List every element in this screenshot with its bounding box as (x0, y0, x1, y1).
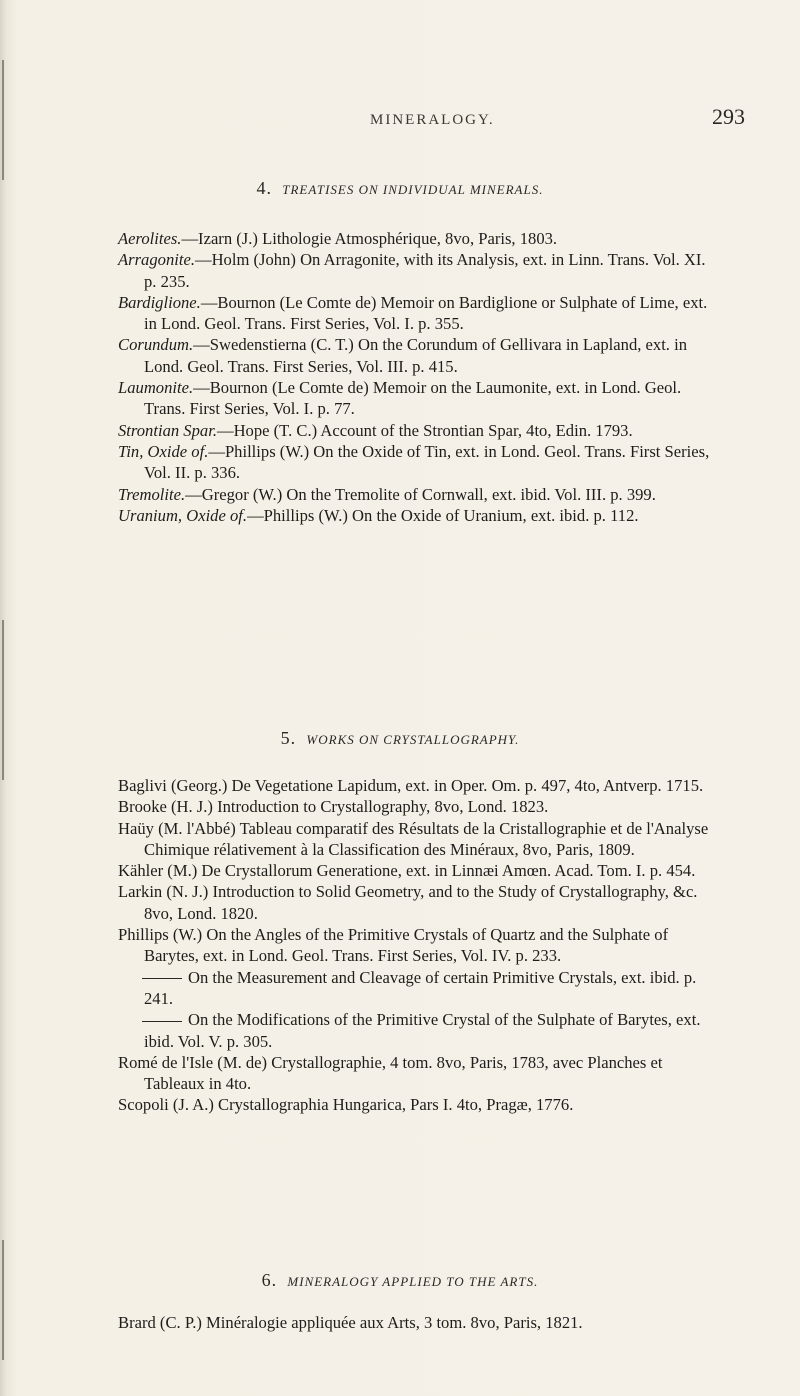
entry-text: —Holm (John) On Arragonite, with its Analysis, ext. in Linn. Trans. Vol. XI. p. 235. (144, 250, 706, 291)
section-heading (0, 178, 800, 199)
bibliography-entry (118, 860, 718, 881)
entry-text: Haüy (M. l'Abbé) Tableau comparatif des Résultats de la Cristallographie et de l'Analyse Chimique rélativement à la Classification des Minéraux, 8vo, Paris, 1809. (118, 818, 709, 859)
entry-text: Kähler (M.) De Crystallorum Generatione, ext. in Linnæi Amœn. Acad. Tom. I. p. 454. (118, 861, 696, 881)
entry-text: Scopoli (J. A.) Crystallographia Hungarica, Pars I. 4to, Pragæ, 1776. (118, 1095, 574, 1115)
entry-text: —Gregor (W.) On the Tremolite of Cornwall, ext. ibid. Vol. III. p. 399. (185, 484, 656, 504)
bibliography-entry (118, 377, 718, 420)
entry-topic: Uranium, Oxide of. (118, 505, 248, 525)
bibliography-entry (118, 249, 718, 292)
bibliography-entry (118, 420, 718, 441)
bibliography-entry (118, 505, 718, 526)
bibliography-entry (118, 228, 718, 249)
bibliography-entry (118, 796, 718, 817)
page-header (0, 100, 800, 140)
entry-text: —Phillips (W.) On the Oxide of Tin, ext. in Lond. Geol. Trans. First Series, Vol. II. p. 336. (144, 441, 710, 483)
ditto-dash (142, 1021, 182, 1022)
entry-topic: Laumonite. (118, 378, 194, 398)
entry-text: Baglivi (Georg.) De Vegetatione Lapidum, ext. in Oper. Om. p. 497, 4to, Antverp. 1715. (118, 776, 704, 795)
entry-text: —Bournon (Le Comte de) Memoir on Bardiglione or Sulphate of Lime, ext. in Lond. Geol. Trans. First Series, Vol. I. p. 355. (144, 292, 708, 334)
bibliography-entry (118, 818, 718, 861)
section-title: TREATISES ON INDIVIDUAL MINERALS. (282, 182, 544, 197)
bibliography-entry (118, 292, 718, 335)
entry-text: On the Modifications of the Primitive Crystal of the Sulphate of Barytes, ext. ibid. Vol. V. p. 305. (144, 1010, 701, 1051)
entry-text: Brooke (H. J.) Introduction to Crystallography, 8vo, Lond. 1823. (118, 797, 549, 817)
page-number: 293 (712, 104, 745, 129)
entry-topic: Tin, Oxide of. (118, 441, 209, 461)
entry-topic: Arragonite. (118, 250, 195, 270)
entry-topic: Strontian Spar. (118, 420, 217, 440)
bibliography-entry (118, 967, 718, 1010)
entry-text: Brard (C. P.) Minéralogie appliquée aux Arts, 3 tom. 8vo, Paris, 1821. (118, 1313, 583, 1332)
bibliography-entry (118, 1312, 718, 1333)
section-number: 5. (280, 728, 297, 748)
entry-text: —Swedenstierna (C. T.) On the Corundum of Gellivara in Lapland, ext. in Lond. Geol. Trans. First Series, Vol. III. p. 415. (144, 335, 688, 376)
entry-text: Romé de l'Isle (M. de) Crystallographie, 4 tom. 8vo, Paris, 1783, avec Planches et Tableaux in 4to. (118, 1052, 663, 1094)
section-number: 6. (261, 1270, 278, 1290)
bibliography-entry (118, 441, 718, 484)
entry-topic: Bardiglione. (118, 292, 201, 312)
entry-topic: Tremolite. (118, 484, 186, 504)
ditto-dash (142, 978, 182, 979)
entry-text: Larkin (N. J.) Introduction to Solid Geometry, and to the Study of Crystallography, &c. 8vo, Lond. 1820. (118, 882, 698, 923)
entry-text: Phillips (W.) On the Angles of the Primitive Crystals of Quartz and the Sulphate of Barytes, ext. in Lond. Geol. Trans. First Series, Vol. IV. p. 233. (118, 925, 669, 966)
section-title: WORKS ON CRYSTALLOGRAPHY. (306, 732, 520, 747)
section-heading (0, 728, 800, 749)
entry-text: —Bournon (Le Comte de) Memoir on the Laumonite, ext. in Lond. Geol. Trans. First Series, Vol. I. p. 77. (144, 378, 682, 419)
bibliography-entry (118, 775, 718, 796)
bibliography-entry (118, 334, 718, 377)
entry-text: —Izarn (J.) Lithologie Atmosphérique, 8vo, Paris, 1803. (181, 229, 558, 248)
bibliography-entry (118, 1009, 718, 1052)
entry-topic: Aerolites. (118, 229, 182, 248)
running-head: MINERALOGY. (370, 112, 495, 128)
entry-topic: Corundum. (118, 335, 194, 355)
bibliography-entry (118, 1094, 718, 1115)
entry-list (118, 228, 718, 526)
bibliography-entry (118, 484, 718, 505)
section-number: 4. (256, 178, 273, 198)
bibliography-entry (118, 924, 718, 967)
entry-text: On the Measurement and Cleavage of certain Primitive Crystals, ext. ibid. p. 241. (144, 967, 697, 1008)
entry-text: —Hope (T. C.) Account of the Strontian Spar, 4to, Edin. 1793. (216, 420, 633, 440)
bibliography-entry (118, 1052, 718, 1095)
section-title: MINERALOGY APPLIED TO THE ARTS. (287, 1274, 539, 1289)
entry-text: —Phillips (W.) On the Oxide of Uranium, ext. ibid. p. 112. (247, 505, 639, 525)
page-edge-shadow (2, 1240, 4, 1360)
entry-list (118, 1312, 718, 1333)
section-heading (0, 1270, 800, 1291)
entry-list (118, 775, 718, 1116)
page-edge-shadow (2, 620, 4, 780)
bibliography-entry (118, 881, 718, 924)
